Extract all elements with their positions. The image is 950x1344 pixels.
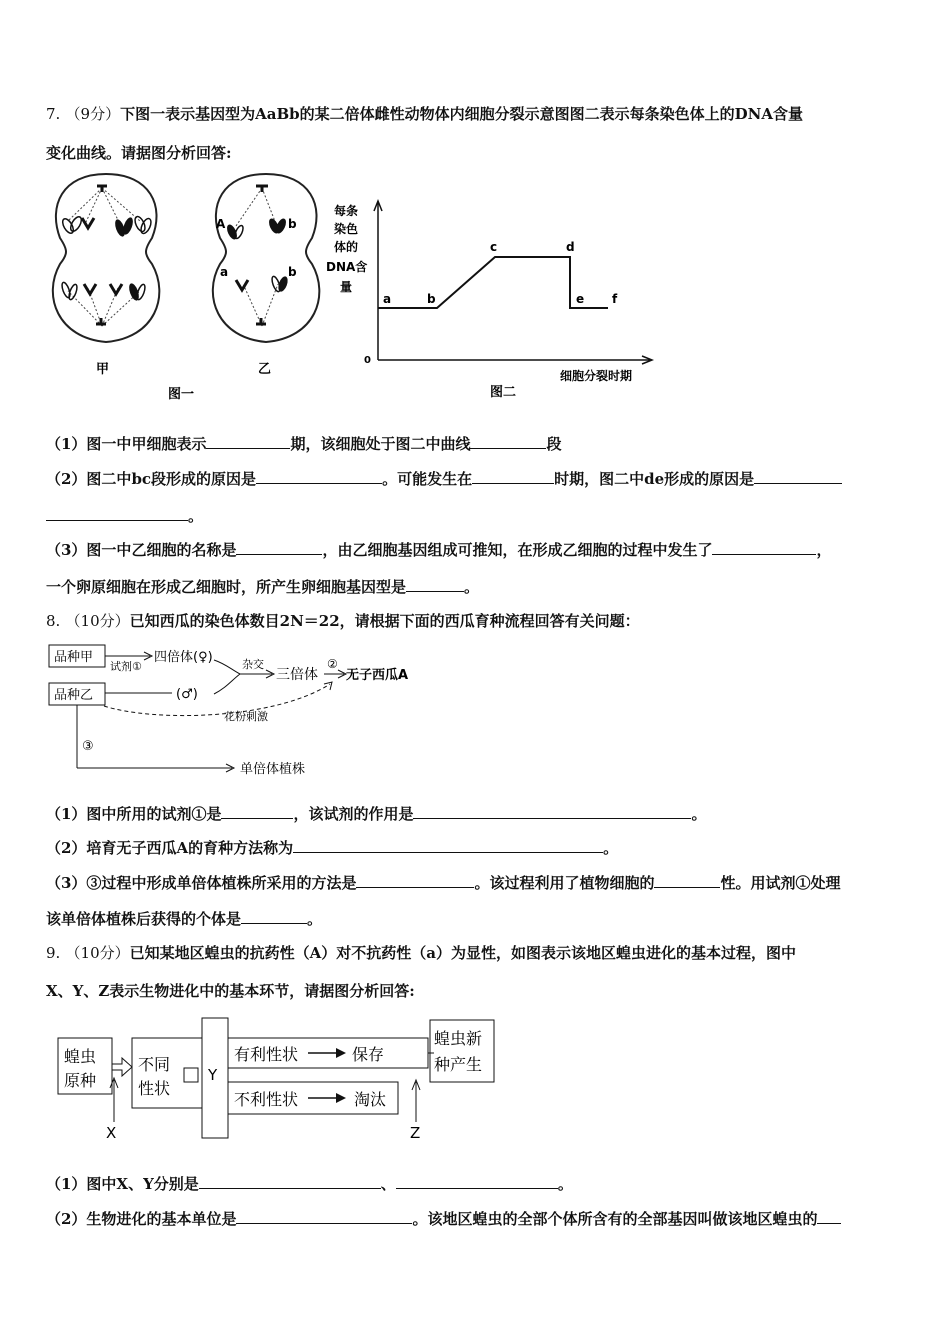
dna-curve xyxy=(378,257,608,308)
q7-number: 7. xyxy=(46,105,61,123)
yuanzhong-label-2: 原种 xyxy=(64,1071,97,1090)
q7-sub3-text-d: 一个卵原细胞在形成乙细胞时，所产生卵细胞基因型是 xyxy=(46,578,407,596)
q9-sub1-text-a: （1）图中X、Y分别是 xyxy=(46,1175,199,1193)
q8-sub2-text-b: 。 xyxy=(603,839,619,857)
q7-sub2-line2 xyxy=(46,505,203,526)
q7-sub2-blank2[interactable] xyxy=(472,469,554,484)
xlabel: 细胞分裂时期 xyxy=(560,369,633,383)
q7-sub3-blank1[interactable] xyxy=(236,540,322,555)
q7-sub3-text-b: ，由乙细胞基因组成可推知，在形成乙细胞的过程中发生了 xyxy=(322,541,713,559)
cell-yi-outline xyxy=(213,174,320,342)
huafen-label: 花粉刺激 xyxy=(224,710,268,723)
gene-b-label-bottom: b xyxy=(288,265,297,279)
q8-sub3-blank3[interactable] xyxy=(241,909,307,924)
q9-sub1 xyxy=(46,1173,573,1194)
q8-sub3-line2 xyxy=(46,908,322,929)
buli-label: 不利性状 xyxy=(234,1090,299,1109)
q8-sub1-text-a: （1）图中所用的试剂①是 xyxy=(46,805,222,823)
q7-figure-one xyxy=(40,166,340,406)
q7-stem-text1: 下图一表示基因型为AaBb的某二倍体雌性动物体内细胞分裂示意图图二表示每条染色体上的DNA含量 xyxy=(120,105,803,123)
q7-sub1 xyxy=(46,433,561,454)
gene-b-label-top: b xyxy=(288,217,297,231)
pinzhong-jia-label: 品种甲 xyxy=(54,650,94,665)
q7-sub1-text-a: （1）图一中甲细胞表示 xyxy=(46,435,207,453)
q9-sub1-text-c: 。 xyxy=(557,1175,573,1193)
q7-sub1-blank2[interactable] xyxy=(470,434,546,449)
q7-sub2-text-c: 时期，图二中de形成的原因是 xyxy=(554,470,755,488)
q8-sub2-blank[interactable] xyxy=(293,838,603,853)
figure-one-caption: 图一 xyxy=(168,387,195,402)
baocun-label: 保存 xyxy=(352,1045,385,1064)
q9-sub2-text-b: 。该地区蝗虫的全部个体所含有的全部基因叫做该地区蝗虫的 xyxy=(412,1210,818,1228)
gene-a-label: a xyxy=(220,265,229,279)
ylabel-5: 量 xyxy=(340,280,353,294)
q7-score: （9分） xyxy=(65,105,121,123)
q9-evolution-flow xyxy=(50,1012,510,1147)
point-c: c xyxy=(490,240,498,254)
figure-two-caption: 图二 xyxy=(490,385,517,400)
q7-sub2-text-a: （2）图二中bc段形成的原因是 xyxy=(46,470,257,488)
q8-sub3-text-c: 性。用试剂①处理 xyxy=(720,874,841,892)
ylabel-4: DNA含 xyxy=(326,260,368,274)
danbeiti-label: 单倍体植株 xyxy=(240,762,306,777)
shiji-label: 试剂① xyxy=(110,660,142,673)
q9-stem-text1: 已知某地区蝗虫的抗药性（A）对不抗药性（a）为显性，如图表示该地区蝗虫进化的基本过程，图中 xyxy=(129,944,797,962)
sibeiti-label: 四倍体(♀) xyxy=(154,650,213,665)
q8-sub3-text-d: 该单倍体植株后获得的个体是 xyxy=(46,910,242,928)
point-d: d xyxy=(566,240,575,254)
point-f: f xyxy=(612,292,618,306)
youli-label: 有利性状 xyxy=(234,1045,299,1064)
q7-sub3-line2 xyxy=(46,576,479,597)
q9-sub2-blank2[interactable] xyxy=(817,1209,841,1224)
cell-jia-label: 甲 xyxy=(96,362,110,377)
q8-breeding-flow xyxy=(44,640,464,785)
q7-sub3 xyxy=(46,539,831,560)
q8-sub3 xyxy=(46,872,840,893)
q9-sub2-blank1[interactable] xyxy=(236,1209,412,1224)
point-a: a xyxy=(383,292,392,306)
q7-stem-line1 xyxy=(46,103,803,124)
q9-sub1-blank2[interactable] xyxy=(396,1174,558,1189)
q9-sub1-blank1[interactable] xyxy=(199,1174,381,1189)
butong-label-2: 性状 xyxy=(138,1079,171,1098)
Z-label: Z xyxy=(410,1124,421,1142)
q9-sub1-text-b: 、 xyxy=(380,1175,396,1193)
wuzi-label: 无子西瓜A xyxy=(346,668,409,683)
q8-sub1-text-b: ，该试剂的作用是 xyxy=(293,805,414,823)
arrow-to-butong xyxy=(112,1058,132,1076)
xinzhong-label-2: 种产生 xyxy=(434,1055,483,1074)
q8-sub3-text-e: 。 xyxy=(307,910,323,928)
q7-sub3-blank3[interactable] xyxy=(406,577,464,592)
q8-sub1-text-c: 。 xyxy=(691,805,707,823)
q9-sub2-text-a: （2）生物进化的基本单位是 xyxy=(46,1210,237,1228)
xinzhong-label-1: 蝗虫新 xyxy=(434,1029,483,1048)
q7-sub2-text-b: 。可能发生在 xyxy=(382,470,473,488)
q8-sub3-blank2[interactable] xyxy=(654,873,720,888)
q8-number: 8. xyxy=(46,612,61,630)
q8-sub1 xyxy=(46,803,706,824)
q9-stem-line1 xyxy=(46,942,796,963)
X-label: X xyxy=(106,1124,117,1142)
butong-label-1: 不同 xyxy=(138,1055,171,1074)
origin-label: 0 xyxy=(364,355,371,366)
q7-sub3-text-c: ， xyxy=(816,541,832,559)
q9-sub2 xyxy=(46,1208,841,1229)
q8-stem xyxy=(46,610,640,631)
q8-stem-text: 已知西瓜的染色体数目2N＝22，请根据下面的西瓜育种流程回答有关问题： xyxy=(129,612,640,630)
q8-sub2 xyxy=(46,837,618,858)
ylabel-2: 染色 xyxy=(334,222,359,236)
pinzhong-yi-label: 品种乙 xyxy=(54,688,94,703)
q7-sub2-end: 。 xyxy=(188,507,204,525)
q7-sub2 xyxy=(46,468,842,489)
q7-stem-line2: 变化曲线。请据图分析回答: xyxy=(46,144,232,162)
q9-number: 9. xyxy=(46,944,61,962)
q7-sub3-text-a: （3）图一中乙细胞的名称是 xyxy=(46,541,237,559)
q9-stem-line2: X、Y、Z表示生物进化中的基本环节，请据图分析回答: xyxy=(46,982,415,1000)
zajiao-label: 杂交 xyxy=(242,658,264,671)
point-e: e xyxy=(576,292,585,306)
gene-A-label: A xyxy=(216,217,226,231)
q7-sub1-text-c: 段 xyxy=(546,435,562,453)
q7-sub2-blank3-cont[interactable] xyxy=(46,506,188,521)
q8-sub2-text-a: （2）培育无子西瓜A的育种方法称为 xyxy=(46,839,294,857)
cell-jia-spindle xyxy=(68,188,140,326)
yuanzhong-label-1: 蝗虫 xyxy=(64,1047,97,1066)
q7-sub2-blank1[interactable] xyxy=(256,469,382,484)
q7-sub1-blank1[interactable] xyxy=(206,434,290,449)
step2-label: ② xyxy=(327,657,338,671)
Y-label: Y xyxy=(208,1066,218,1084)
q7-figure-two xyxy=(320,195,660,405)
ylabel-1: 每条 xyxy=(334,204,359,218)
male-label: (♂) xyxy=(176,687,198,702)
q8-sub1-blank1[interactable] xyxy=(221,804,293,819)
q8-sub3-text-b: 。该过程利用了植物细胞的 xyxy=(474,874,655,892)
q7-sub1-text-b: 期，该细胞处于图二中曲线 xyxy=(290,435,471,453)
q8-score: （10分） xyxy=(65,612,130,630)
q8-sub3-text-a: （3）③过程中形成单倍体植株所采用的方法是 xyxy=(46,874,357,892)
taotai-label: 淘汰 xyxy=(354,1090,387,1109)
cell-jia-chromosomes xyxy=(60,186,153,324)
q7-sub3-text-e: 。 xyxy=(464,578,480,596)
cell-jia-outline xyxy=(53,174,160,342)
point-b: b xyxy=(427,292,436,306)
step3-label: ③ xyxy=(82,739,94,754)
cell-yi-spindle xyxy=(236,188,278,326)
q9-score: （10分） xyxy=(65,944,130,962)
q8-sub3-blank1[interactable] xyxy=(356,873,474,888)
q7-sub3-blank2[interactable] xyxy=(712,540,816,555)
q8-sub1-blank2[interactable] xyxy=(413,804,691,819)
q7-sub2-blank3[interactable] xyxy=(754,469,842,484)
cell-yi-chromosomes xyxy=(225,186,290,324)
cell-yi-label: 乙 xyxy=(258,362,272,377)
sanbeiti-label: 三倍体 xyxy=(276,667,318,683)
ylabel-3: 体的 xyxy=(334,240,359,254)
